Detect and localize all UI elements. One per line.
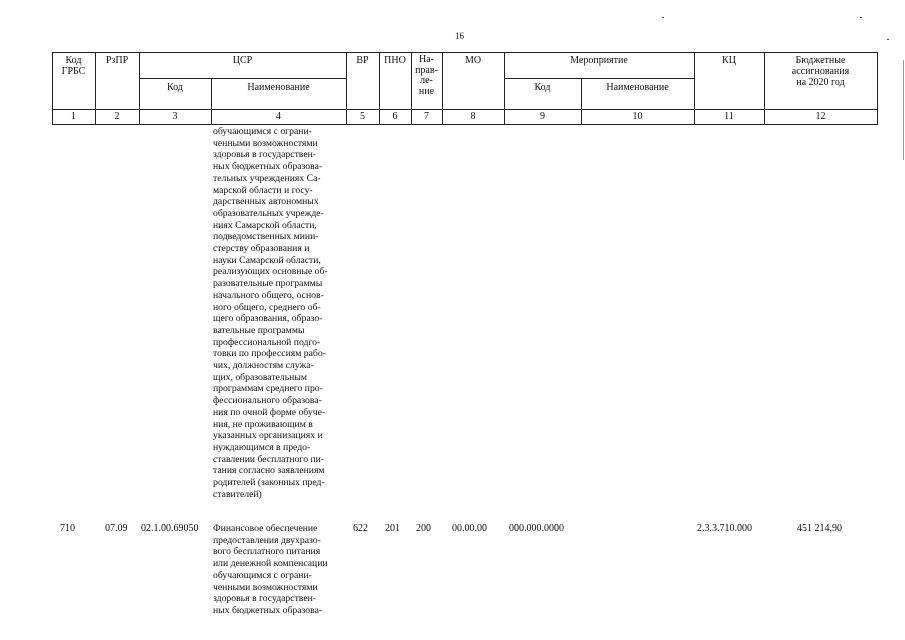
cell-vr: 622 bbox=[353, 523, 368, 534]
csr-subheader-divider bbox=[139, 78, 346, 79]
col-number: 4 bbox=[276, 111, 281, 122]
col-number: 2 bbox=[114, 111, 120, 122]
continued-description: обучающимся с ограни- ченными возможностями здоровья в государствен- ных бюджетных образова- тельных учреждениях Са- марской области и госу- дарственных автономных образовательных учрежде- ниях Самарской области, подведомственных мини- стерству образования и науки Самарской области, реализующих основные об- разовательные программы начального общего, основ- ного общего, среднего об- щего образования, образо- вательные программы профессиональной подго- товки по профессиям рабо- чих, должностям служа- щих, образовательным программам среднего про- фессионального образова- ния по очной форме обуче- ния, не проживающим в указанных организациях и нуждающимся в предо- ставлении бесплатного пи- тания согласно заявлениям родителей (законных пред- ставителей) bbox=[213, 126, 328, 500]
cell-mo: 00.00.00 bbox=[452, 523, 487, 534]
scan-speck bbox=[887, 39, 889, 40]
numbers-bottom-border bbox=[52, 124, 878, 125]
header-napravlenie: На- прав- ле- ние bbox=[415, 54, 438, 97]
col-number: 7 bbox=[424, 111, 429, 122]
header-pno: ПНО bbox=[384, 55, 406, 66]
header-mo: МО bbox=[464, 55, 482, 66]
page-number: 16 bbox=[455, 31, 464, 41]
header-budget: Бюджетные ассигнования на 2020 год bbox=[791, 55, 850, 88]
cell-csr-kod: 02.1.00.69050 bbox=[141, 523, 199, 534]
col-number: 10 bbox=[632, 111, 643, 122]
scan-edge-mark bbox=[903, 60, 904, 160]
header-csr: ЦСР bbox=[232, 55, 253, 66]
col-number: 1 bbox=[71, 111, 76, 122]
col-number: 3 bbox=[172, 111, 178, 122]
col-number: 5 bbox=[360, 111, 365, 122]
header-rzpr: РзПР bbox=[105, 55, 129, 66]
cell-kc: 2.3.3.710.000 bbox=[697, 523, 752, 534]
header-kc: КЦ bbox=[722, 55, 736, 66]
header-meropriyatie: Мероприятие bbox=[570, 55, 628, 66]
mer-subheader-divider bbox=[504, 78, 694, 79]
cell-amount: 451 214,90 bbox=[797, 523, 842, 534]
header-csr-kod: Код bbox=[167, 82, 183, 93]
header-csr-name: Наименование bbox=[247, 82, 310, 93]
cell-pno: 201 bbox=[385, 523, 400, 534]
col-number: 11 bbox=[724, 111, 734, 122]
col-number: 9 bbox=[540, 111, 545, 122]
header-kod-grbs: Код ГРБС bbox=[61, 55, 86, 77]
header-mer-name: Наименование bbox=[606, 82, 669, 93]
col-number: 12 bbox=[815, 111, 826, 122]
col-number: 6 bbox=[392, 111, 398, 122]
scan-speck bbox=[662, 17, 664, 18]
header-mer-kod: Код bbox=[534, 82, 551, 93]
cell-csr-name: Финансовое обеспечение предоставления двухразо- вого бесплатного питания или денежной компенсации обучающимся с ограни- ченными возможностями здоровья в государствен- ных бюджетных образова- bbox=[213, 523, 328, 616]
cell-mer-kod: 000.000.0000 bbox=[509, 523, 564, 534]
col-divider bbox=[877, 52, 878, 125]
col-number: 8 bbox=[470, 111, 476, 122]
header-bottom-border bbox=[52, 109, 878, 110]
budget-table-header bbox=[52, 52, 878, 125]
scan-speck bbox=[860, 17, 862, 18]
table-top-border bbox=[52, 52, 878, 53]
cell-napravlenie: 200 bbox=[416, 523, 431, 534]
header-vr: ВР bbox=[356, 55, 369, 66]
cell-kod-grbs: 710 bbox=[60, 523, 75, 534]
cell-rzpr: 07.09 bbox=[105, 523, 128, 534]
